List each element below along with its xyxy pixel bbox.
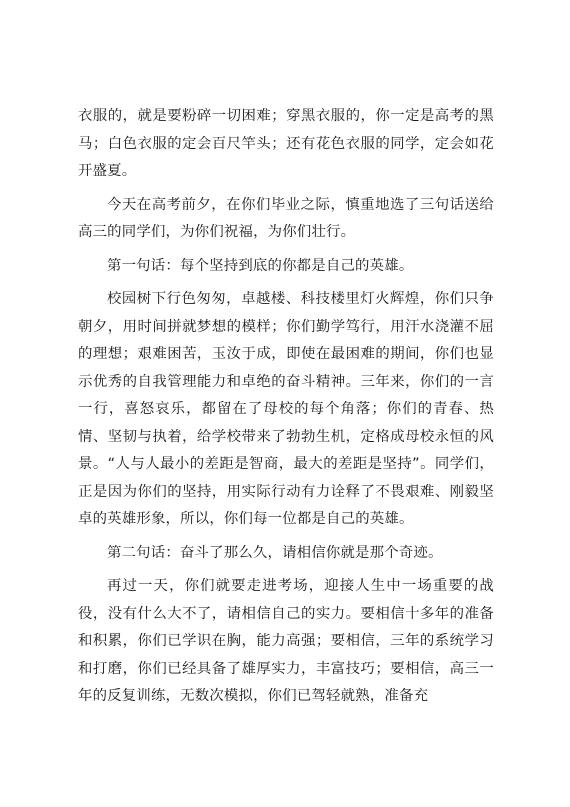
paragraph-introduction: 今天在高考前夕，在你们毕业之际，慎重地选了三句话送给高三的同学们，为你们祝福，为你们壮行。 [78, 196, 494, 240]
document-body [78, 103, 494, 711]
paragraph-second-sentence-body: 再过一天，你们就要走进考场，迎接人生中一场重要的战役，没有什么大不了，请相信自己的实力。要相信十多年的准备和积累，你们已学识在胸，能力高强；要相信，三年的系统学习和打磨，你们已经具备了雄厚实力，丰富技巧；要相信，高三一年的反复训练，无数次模拟，你们已驾轻就熟，准备充 [78, 578, 494, 704]
paragraph-clothing-wishes: 衣服的，就是要粉碎一切困难；穿黑衣服的，你一定是高考的黑马；白色衣服的定会百尺竿头；还有花色衣服的同学，定会如花开盛夏。 [78, 108, 494, 179]
paragraph-second-sentence-heading: 第二句话：奋斗了那么久，请相信你就是那个奇迹。 [107, 544, 443, 561]
paragraph-first-sentence-heading: 第一句话：每个坚持到底的你都是自己的英雄。 [107, 257, 414, 274]
paragraph-first-sentence-body: 校园树下行色匆匆，卓越楼、科技楼里灯火辉煌，你们只争朝夕，用时间拼就梦想的模样；你们勤学笃行，用汗水浇灌不屈的理想；艰难困苦，玉汝于成，即使在最困难的期间，你们也显示优秀的自我管理能力和卓绝的奋斗精神。三年来，你们的一言一行，喜怒哀乐，都留在了母校的每个角落；你们的青春、热情、坚韧与执着，给学校带来了勃勃生机，定格成母校永恒的风景。“人与人最小的差距是智商，最大的差距是坚持”。同学们，正是因为你们的坚持，用实际行动有力诠释了不畏艰难、刚毅坚卓的英雄形象，所以，你们每一位都是自己的英雄。 [78, 291, 494, 527]
